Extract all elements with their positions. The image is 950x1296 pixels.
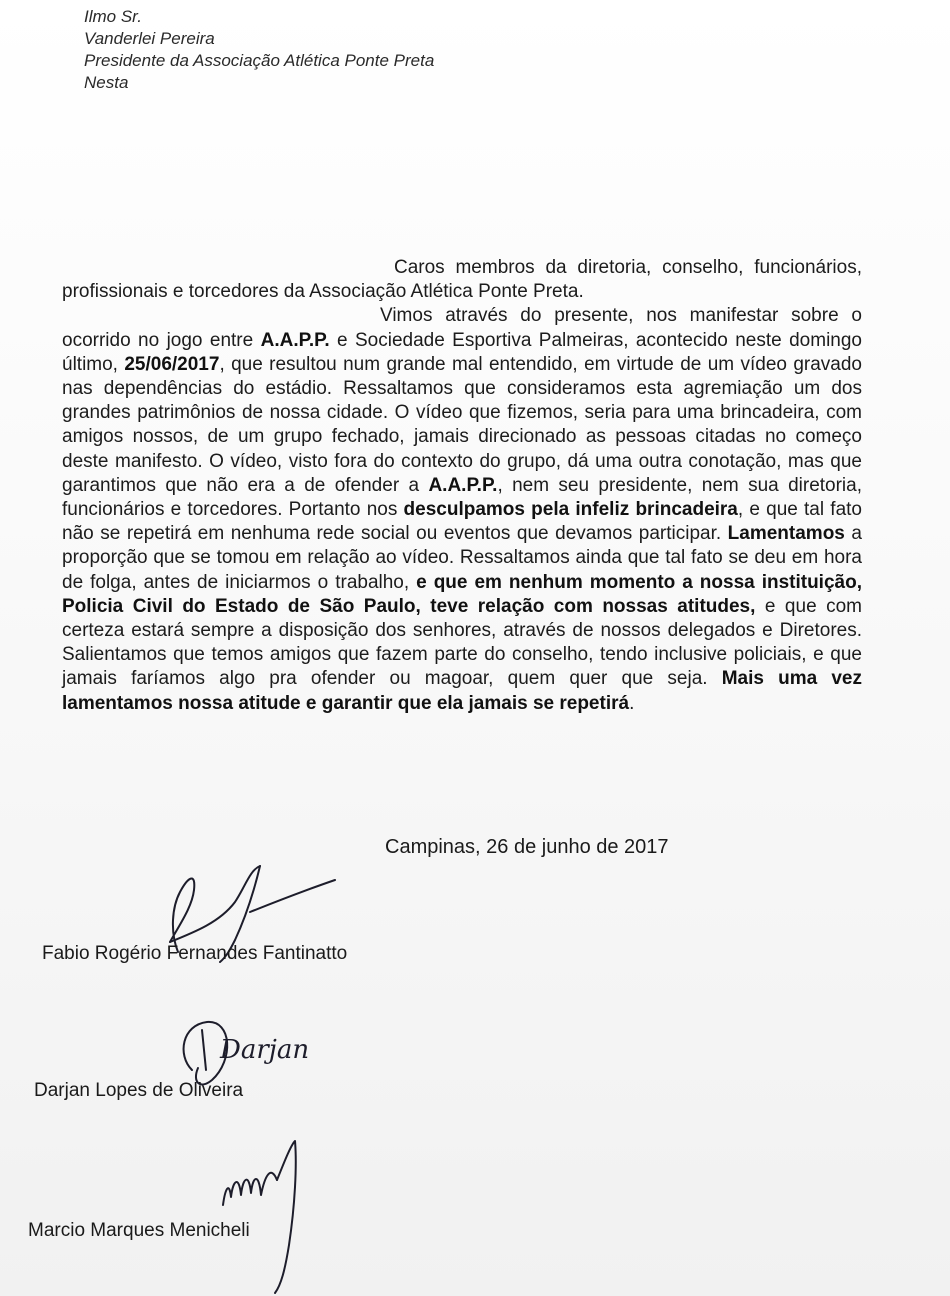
addressee-salutation: Ilmo Sr. — [84, 7, 142, 26]
paragraph-text: , que resultou num grande mal entendido, em virtude de um vídeo gravado nas dependências do estádio. Ressaltamos que consideramos esta agremiação um dos grandes patrimônios de nossa cidade. O vídeo que fizemos, seria para uma brincadeira, com amigos nossos, de um grupo fechado, jamais direcionado as pessoas citadas no começo deste manifesto. O vídeo, visto fora do contexto do grupo, dá uma outra conotação, mas que garantimos que não era a de ofender a — [62, 353, 863, 496]
dateline: Campinas, 26 de junho de 2017 — [385, 836, 669, 858]
bold-text: Lamentamos — [727, 523, 845, 545]
signature-marcio — [205, 1135, 315, 1295]
paragraph-text: a proporção que se tomou em relação ao vídeo. Ressaltamos ainda que tal fato se deu em hora de folga, antes de iniciarmos o trabalho, — [62, 523, 862, 593]
greeting-text: Caros membros da diretoria, conselho, funcionários, profissionais e torcedores da Associação Atlética Ponte Preta. — [62, 257, 862, 303]
bold-text: A.A.P.P. — [428, 474, 498, 496]
letter-greeting — [62, 256, 862, 304]
bold-text: A.A.P.P. — [260, 329, 330, 351]
addressee-location: Nesta — [84, 73, 129, 92]
bold-text: e que em nenhum momento a nossa instituição, Policia Civil do Estado de São Paulo, teve relação com nossas atitudes, — [62, 571, 862, 617]
bold-text: Mais uma vez lamentamos nossa atitude e garantir que ela jamais se repetirá — [62, 668, 863, 714]
addressee-title: Presidente da Associação Atlética Ponte Preta — [84, 51, 435, 70]
paragraph-text: Vimos através do presente, nos manifestar sobre o ocorrido no jogo entre — [62, 305, 862, 351]
letter-paragraph — [62, 304, 862, 715]
signature-darjan-text: Darjan — [220, 1035, 310, 1065]
addressee-block — [84, 6, 434, 94]
paragraph-text: e Sociedade Esportiva Palmeiras, acontecido neste domingo último, — [62, 329, 862, 375]
bold-text: desculpamos pela infeliz brincadeira — [403, 499, 738, 521]
addressee-name: Vanderlei Pereira — [84, 29, 215, 48]
paragraph-text: , e que tal fato não se repetirá em nenhuma rede social ou eventos que devamos participar. — [62, 499, 862, 545]
bold-date: 25/06/2017 — [124, 353, 220, 375]
letter-body — [62, 256, 862, 716]
paragraph-text: . — [629, 692, 635, 714]
paragraph-text: , nem seu presidente, nem sua diretoria, funcionários e torcedores. Portanto nos — [62, 474, 862, 521]
signatory-name: Fabio Rogério Fernandes Fantinatto — [42, 943, 348, 964]
signatory-name: Marcio Marques Menicheli — [28, 1220, 250, 1241]
paragraph-text: e que com certeza estará sempre a disposição dos senhores, através de nossos delegados e Diretores. Salientamos que temos amigos que fazem parte do conselho, tendo inclusive policiais, e que jamais faríamos algo pra ofender ou magoar, quem quer que seja. — [62, 595, 863, 690]
signatory-name: Darjan Lopes de Oliveira — [34, 1080, 244, 1101]
